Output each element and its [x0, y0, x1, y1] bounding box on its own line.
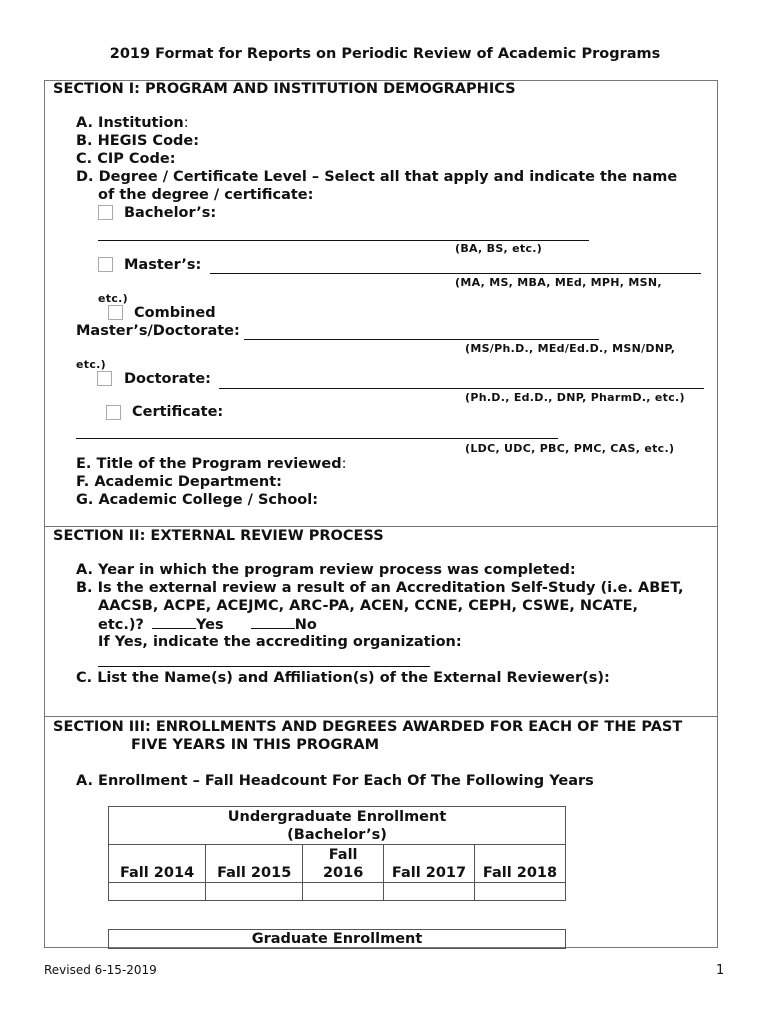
- masters-checkbox[interactable]: [98, 257, 113, 272]
- grad-table-title: Graduate Enrollment: [109, 930, 566, 949]
- combined-label-cont: Master’s/Doctorate:: [76, 323, 240, 339]
- certificate-hint: (LDC, UDC, PBC, PMC, CAS, etc.): [465, 442, 675, 455]
- year-header: Fall 2014: [109, 845, 206, 883]
- degree-level-label: D. Degree / Certificate Level – Select all that apply and indicate the name: [76, 169, 678, 185]
- combined-checkbox[interactable]: [108, 305, 123, 320]
- review-year-label: A. Year in which the program review process was completed:: [76, 562, 576, 578]
- accrediting-org-field[interactable]: [98, 666, 430, 667]
- masters-name-field[interactable]: [210, 273, 701, 274]
- document-title: 2019 Format for Reports on Periodic Review of Academic Programs: [109, 46, 661, 62]
- bachelors-hint: (BA, BS, etc.): [455, 242, 543, 255]
- graduate-enrollment-table: [108, 929, 566, 949]
- combined-label: Combined: [134, 305, 216, 321]
- enrollment-label: A. Enrollment – Fall Headcount For Each Of The Following Years: [76, 773, 594, 789]
- doctorate-label: Doctorate:: [124, 371, 211, 387]
- doctorate-hint: (Ph.D., Ed.D., DNP, PharmD., etc.): [465, 391, 685, 404]
- masters-hint-cont: etc.): [98, 292, 128, 305]
- enrollment-cell[interactable]: [303, 883, 384, 901]
- bachelors-name-field[interactable]: [98, 240, 589, 241]
- doctorate-checkbox[interactable]: [97, 371, 112, 386]
- masters-label: Master’s:: [124, 257, 202, 273]
- masters-hint: (MA, MS, MBA, MEd, MPH, MSN,: [455, 276, 662, 289]
- program-title-label: E. Title of the Program reviewed:: [76, 456, 347, 472]
- yes-label: Yes: [195, 617, 224, 633]
- year-header: Fall 2016: [303, 845, 384, 883]
- accreditation-answer-row: etc.)? Yes No: [98, 617, 317, 633]
- institution-label: A. Institution:: [76, 115, 189, 131]
- no-label: No: [294, 617, 317, 633]
- enrollment-cell[interactable]: [206, 883, 303, 901]
- combined-hint-cont: etc.): [76, 358, 106, 371]
- section1-heading: SECTION I: PROGRAM AND INSTITUTION DEMOGRAPHICS: [53, 81, 516, 97]
- certificate-name-field[interactable]: [76, 438, 558, 439]
- certificate-checkbox[interactable]: [106, 405, 121, 420]
- combined-hint: (MS/Ph.D., MEd/Ed.D., MSN/DNP,: [465, 342, 676, 355]
- enrollment-cell[interactable]: [109, 883, 206, 901]
- revision-date: Revised 6-15-2019: [44, 963, 157, 977]
- year-header: Fall 2018: [475, 845, 566, 883]
- accreditation-question-cont: AACSB, ACPE, ACEJMC, ARC-PA, ACEN, CCNE, CEPH, CSWE, NCATE,: [98, 598, 639, 614]
- hegis-code-label: B. HEGIS Code:: [76, 133, 200, 149]
- page-number: 1: [716, 963, 725, 978]
- accrediting-org-label: If Yes, indicate the accrediting organization:: [98, 634, 462, 650]
- yes-blank[interactable]: [152, 616, 196, 629]
- no-blank[interactable]: [251, 616, 295, 629]
- section-divider: [44, 526, 718, 527]
- enrollment-cell[interactable]: [475, 883, 566, 901]
- bachelors-label: Bachelor’s:: [124, 205, 217, 221]
- bachelors-checkbox[interactable]: [98, 205, 113, 220]
- accreditation-question: B. Is the external review a result of an Accreditation Self-Study (i.e. ABET,: [76, 580, 684, 596]
- external-reviewers-label: C. List the Name(s) and Affiliation(s) of the External Reviewer(s):: [76, 670, 610, 686]
- ug-table-title: Undergraduate Enrollment (Bachelor’s): [109, 807, 566, 845]
- section2-heading: SECTION II: EXTERNAL REVIEW PROCESS: [53, 528, 384, 544]
- combined-name-field[interactable]: [244, 339, 599, 340]
- year-header: Fall 2017: [384, 845, 475, 883]
- department-label: F. Academic Department:: [76, 474, 282, 490]
- degree-level-label-cont: of the degree / certificate:: [98, 187, 314, 203]
- enrollment-cell[interactable]: [384, 883, 475, 901]
- doctorate-name-field[interactable]: [219, 388, 704, 389]
- college-label: G. Academic College / School:: [76, 492, 319, 508]
- section3-heading-cont: FIVE YEARS IN THIS PROGRAM: [131, 737, 380, 753]
- certificate-label: Certificate:: [132, 404, 224, 420]
- undergraduate-enrollment-table: [108, 806, 566, 901]
- section-divider: [44, 716, 718, 717]
- year-header: Fall 2015: [206, 845, 303, 883]
- section3-heading: SECTION III: ENROLLMENTS AND DEGREES AWARDED FOR EACH OF THE PAST: [53, 719, 683, 735]
- cip-code-label: C. CIP Code:: [76, 151, 176, 167]
